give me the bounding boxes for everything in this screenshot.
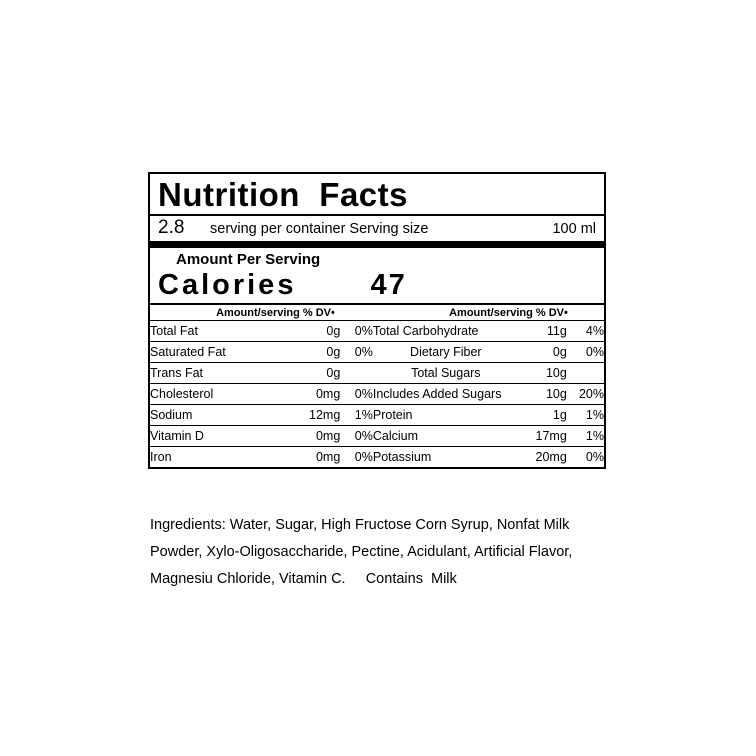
nutrient-name-right: Includes Added Sugars	[373, 383, 519, 404]
calories-label: Calories	[158, 268, 297, 301]
nutrient-dv-right: 1%	[567, 425, 604, 446]
nutrient-name-left: Total Fat	[150, 321, 284, 342]
nutrient-amount-left: 12mg	[284, 404, 340, 425]
nutrient-name-left: Trans Fat	[150, 362, 284, 383]
nutrient-name-left: Cholesterol	[150, 383, 284, 404]
table-row	[150, 383, 604, 404]
dv-header-left: Amount/serving % DV•	[216, 306, 335, 319]
calories-row	[150, 269, 604, 305]
nutrient-name-left: Vitamin D	[150, 425, 284, 446]
nutrient-amount-left: 0mg	[315, 449, 341, 464]
ingredients-line-2: Powder, Xylo-Oligosaccharide, Pectine, Acidulant, Artificial Flavor,	[150, 543, 573, 560]
serving-size-value: 100 ml	[552, 220, 596, 237]
nutrient-dv-left	[340, 362, 373, 383]
nutrient-dv-left: 0%	[340, 425, 373, 446]
nutrient-amount-left: 0g	[284, 362, 340, 383]
nutrient-dv-left: 0%	[340, 341, 373, 362]
servings-row	[150, 216, 604, 248]
nutrient-name-left: Sodium	[150, 404, 284, 425]
daily-value-header	[150, 305, 604, 321]
nutrient-dv-right: 1%	[567, 404, 604, 425]
nutrient-amount-left: 0mg	[284, 383, 340, 404]
table-row	[150, 341, 604, 362]
ingredients-line-3: Magnesiu Chloride, Vitamin C. Contains Milk	[150, 570, 457, 587]
nutrient-dv-left: 1%	[340, 404, 373, 425]
nutrient-name-right: Total Carbohydrate	[373, 321, 519, 342]
nutrient-amount-right: 20mg	[535, 449, 567, 464]
nutrient-amount-right: 1g	[519, 404, 567, 425]
nutrient-amount-left: 0g	[284, 341, 340, 362]
nutrient-dv-left: 0%	[340, 321, 373, 342]
nutrient-dv-right: 4%	[567, 321, 604, 342]
nutrient-amount-right: 0g	[519, 341, 567, 362]
nutrient-amount-right: 10g	[519, 383, 567, 404]
nutrient-amount-left: 0mg	[284, 425, 340, 446]
nutrient-dv-left: 0%	[340, 383, 373, 404]
table-row	[150, 425, 604, 446]
nutrient-name-right: Total Sugars	[373, 362, 519, 383]
amount-per-serving-label: Amount Per Serving	[176, 250, 321, 268]
nutrient-name-right: Potassium	[372, 449, 432, 464]
nutrient-amount-right: 17mg	[519, 425, 567, 446]
nutrients-table	[150, 321, 604, 467]
ingredients-line-1: Ingredients: Water, Sugar, High Fructose Corn Syrup, Nonfat Milk	[150, 517, 570, 533]
table-row	[150, 404, 604, 425]
dv-header-right: Amount/serving % DV•	[449, 306, 568, 319]
nutrient-dv-right: 0%	[567, 341, 604, 362]
table-row	[150, 362, 604, 383]
nutrient-amount-right: 11g	[519, 321, 567, 342]
nutrient-amount-right: 10g	[519, 362, 567, 383]
nutrient-amount-left: 0g	[284, 321, 340, 342]
nutrition-facts-panel	[148, 172, 606, 469]
nutrient-name-left: Iron	[150, 449, 172, 464]
calories-value: 47	[370, 268, 407, 301]
nutrient-name-right: Calcium	[373, 425, 519, 446]
table-row	[150, 321, 604, 342]
nutrient-dv-right: 20%	[567, 383, 604, 404]
table-row	[150, 446, 604, 467]
nutrient-dv-right	[567, 362, 604, 383]
nutrient-name-right: Protein	[373, 404, 519, 425]
nutrient-dv-right: 0%	[585, 449, 604, 464]
servings-per-container-label: serving per container Serving size	[210, 220, 429, 237]
nutrient-name-left: Saturated Fat	[150, 341, 284, 362]
nutrient-name-right: Dietary Fiber	[373, 341, 519, 362]
nutrient-dv-left: 0%	[354, 449, 373, 464]
panel-title: Nutrition Facts	[150, 174, 604, 216]
ingredients-block	[150, 512, 620, 592]
servings-per-container-value: 2.8	[158, 216, 185, 238]
